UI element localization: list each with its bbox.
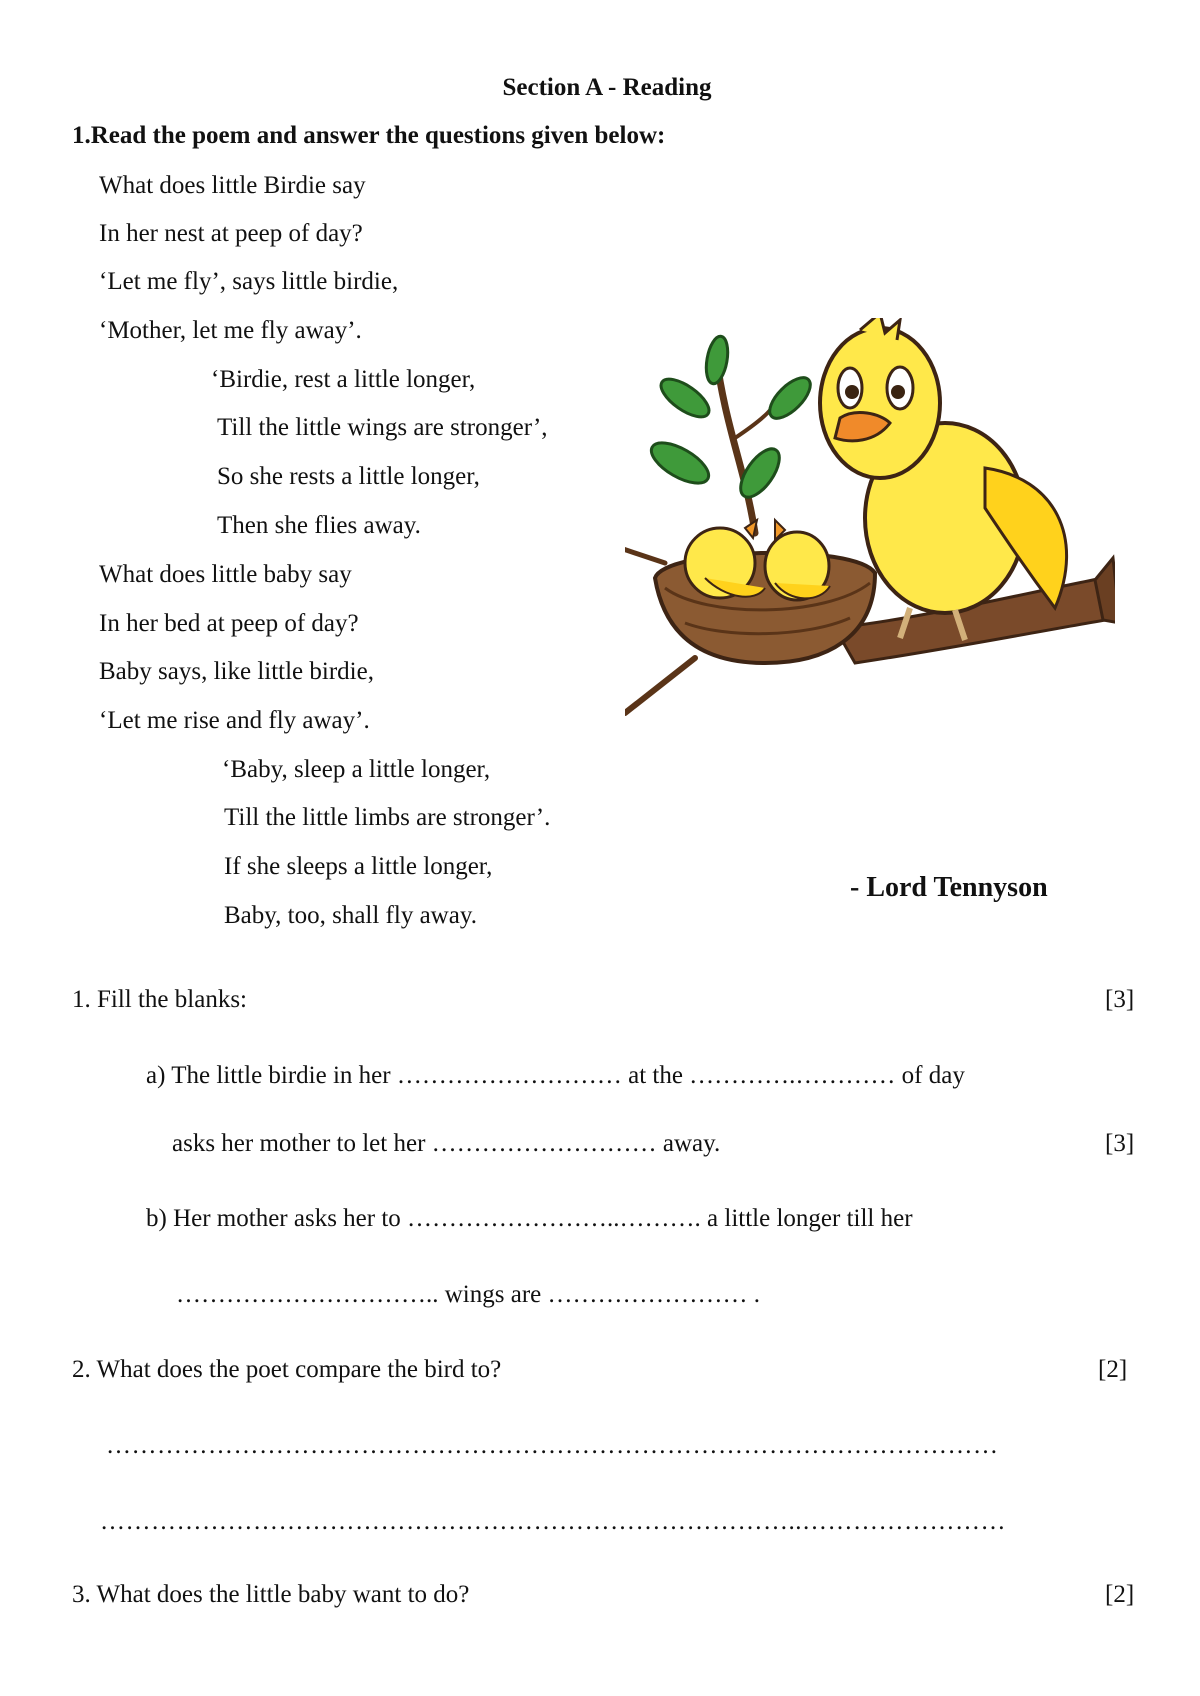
- question-1-marks: [3]: [1105, 986, 1135, 1013]
- poem-line: Till the little wings are stronger’,: [217, 414, 548, 441]
- question-1a-marks: [3]: [1105, 1130, 1135, 1157]
- bird-nest-illustration: [625, 318, 1115, 788]
- poem-line: ‘Let me fly’, says little birdie,: [99, 268, 399, 295]
- poem-line: ‘Let me rise and fly away’.: [99, 707, 370, 734]
- question-2-marks: [2]: [1098, 1356, 1128, 1383]
- poem-line: Till the little limbs are stronger’.: [224, 804, 551, 831]
- question-1b-line-1: b) Her mother asks her to ……………………..………. a little longer till her: [146, 1205, 913, 1232]
- question-1-label: 1. Fill the blanks:: [72, 986, 247, 1013]
- poem-line: In her bed at peep of day?: [99, 610, 359, 637]
- poem-line: In her nest at peep of day?: [99, 220, 363, 247]
- poem-author: - Lord Tennyson: [850, 872, 1048, 903]
- question-1a-line-2: asks her mother to let her ……………………… away.: [172, 1130, 721, 1157]
- poem-line: Baby, too, shall fly away.: [224, 902, 477, 929]
- question-1a-line-1: a) The little birdie in her ……………………… at the ………….………… of day: [146, 1062, 965, 1089]
- poem-line: Baby says, like little birdie,: [99, 658, 374, 685]
- poem-line: What does little Birdie say: [99, 172, 366, 199]
- section-title: Section A - Reading: [502, 74, 712, 101]
- poem-line: ‘Baby, sleep a little longer,: [222, 756, 491, 783]
- poem-line: Then she flies away.: [217, 512, 421, 539]
- poem-line: ‘Mother, let me fly away’.: [99, 317, 362, 344]
- answer-line: ……………………………………………………………………………………………: [106, 1432, 999, 1459]
- poem-line: So she rests a little longer,: [217, 463, 480, 490]
- poem-line: ‘Birdie, rest a little longer,: [211, 366, 476, 393]
- question-3-label: 3. What does the little baby want to do?: [72, 1581, 470, 1608]
- poem-line: What does little baby say: [99, 561, 352, 588]
- instruction: 1.Read the poem and answer the questions given below:: [72, 122, 666, 149]
- question-3-marks: [2]: [1105, 1581, 1135, 1608]
- question-2-label: 2. What does the poet compare the bird to?: [72, 1356, 502, 1383]
- poem-line: If she sleeps a little longer,: [224, 853, 493, 880]
- question-1b-line-2: ………………………….. wings are …………………… .: [176, 1281, 760, 1308]
- answer-line: ………………………………………………………………………..……………………: [100, 1508, 1006, 1535]
